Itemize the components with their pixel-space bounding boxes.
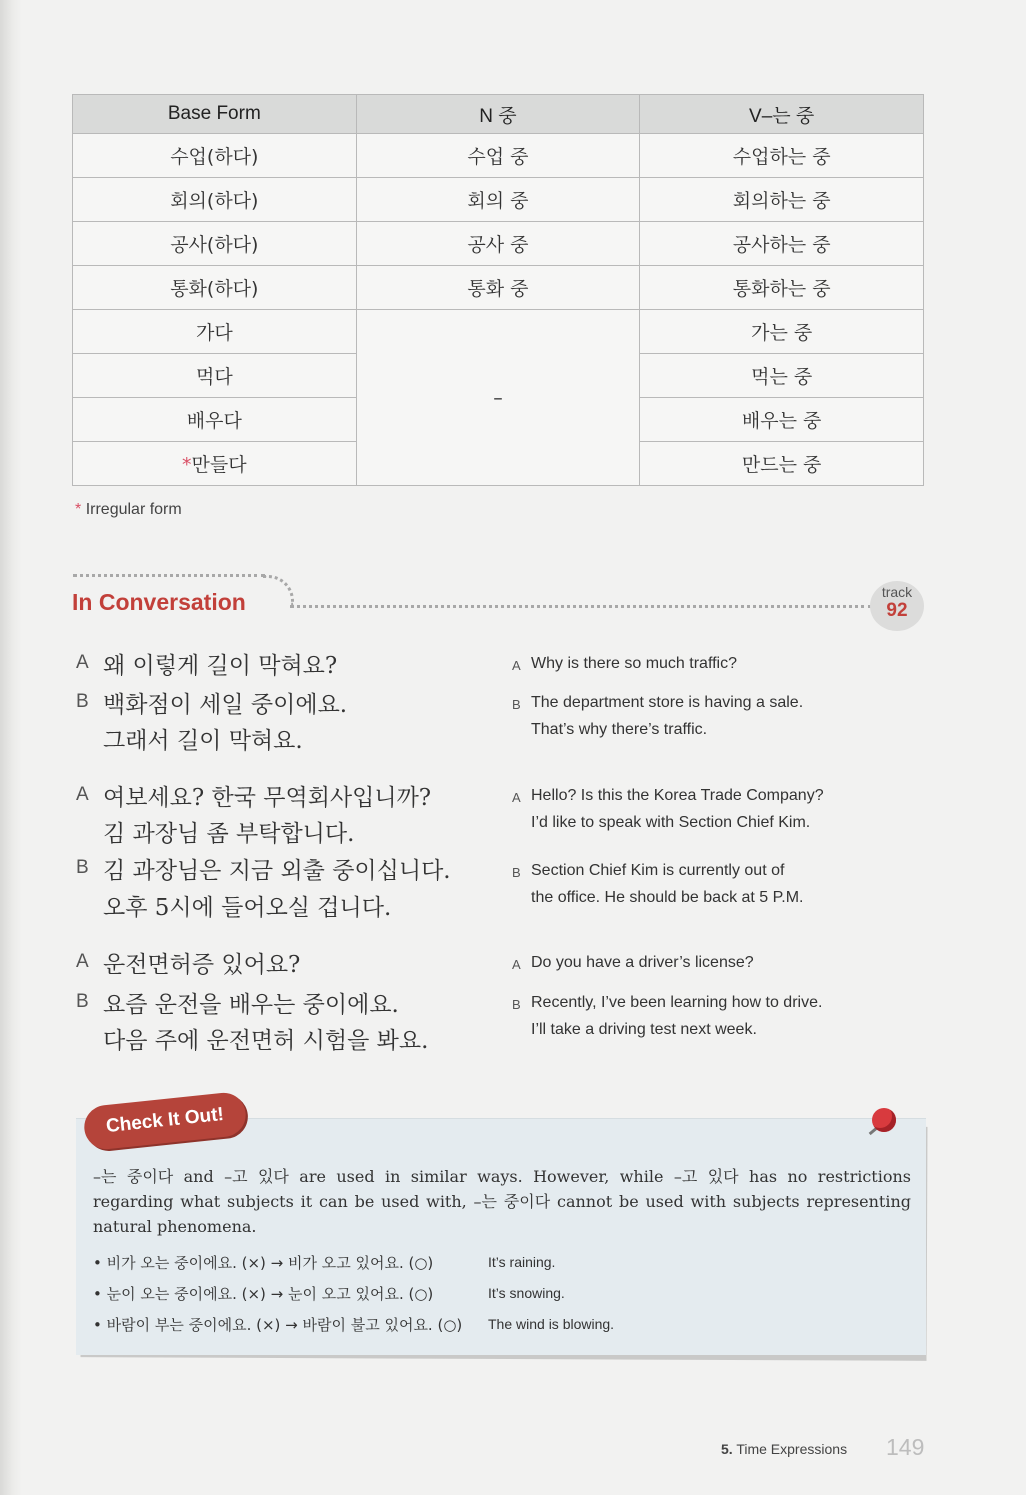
dotted-divider [290,605,872,608]
header-base-form: Base Form [73,95,357,134]
noun-form-cell: 통화 중 [356,266,640,310]
dialogue-line [512,694,932,721]
footnote-text: Irregular form [85,501,182,518]
base-form-cell: 수업(하다) [73,134,357,178]
english-line-text: I’d like to speak with Section Chief Kim. [531,814,811,831]
table-row [73,266,924,310]
dialogue-line [512,889,932,916]
dialogue-line [512,954,932,994]
english-line-text: The department store is having a sale. [531,694,804,711]
english-line-text: the office. He should be back at 5 P.M. [531,889,804,906]
dialogue-line [76,779,516,815]
dialogue-line [512,655,932,694]
english-line-text: I’ll take a driving test next week. [531,1021,757,1038]
english-line-text: Hello? Is this the Korea Trade Company? [531,787,824,804]
grammar-table [72,94,924,486]
header-verb-form: V–는 중 [640,95,924,134]
verb-form-cell: 통화하는 중 [640,266,924,310]
speaker-label: B [512,697,521,712]
example-korean: • 바람이 부는 중이에요. (×) → 바람이 불고 있어요. (○) [93,1316,463,1334]
verb-form-cell: 공사하는 중 [640,222,924,266]
dialogue-line [512,1021,932,1048]
header-noun-form: N 중 [356,95,640,134]
dialogue-line [76,946,516,986]
irregular-footnote [75,501,182,519]
korean-line-text: 왜 이렇게 길이 막혀요? [103,653,338,679]
dialogue-korean [76,946,516,1058]
speaker-label: B [76,857,89,878]
page-number: 149 [886,1434,925,1460]
dialogue-english [512,954,932,1048]
base-form-cell: 회의(하다) [73,178,357,222]
example-korean: • 비가 오는 중이에요. (×) → 비가 오고 있어요. (○) [93,1254,434,1272]
base-form-cell: 배우다 [73,398,357,442]
footer-chapter [721,1441,847,1457]
verb-form-cell: 회의하는 중 [640,178,924,222]
list-item [93,1283,923,1314]
speaker-label: A [76,951,89,972]
audio-track-badge [870,581,924,631]
korean-line-text: 백화점이 세일 중이에요. [103,692,348,718]
speaker-label: A [512,957,521,972]
korean-line-text: 오후 5시에 들어오실 겁니다. [103,895,392,921]
english-line-text: Do you have a driver’s license? [531,954,754,971]
track-label: track [881,584,913,600]
table-row [73,310,924,354]
base-form-cell: 통화(하다) [73,266,357,310]
speaker-label: A [76,784,89,805]
base-form-text: 만들다 [191,454,247,476]
dialogue-korean [76,647,516,758]
speaker-label: A [76,652,89,673]
verb-form-cell: 만드는 중 [640,442,924,486]
speaker-label: B [512,997,521,1012]
korean-line-text: 운전면허증 있어요? [103,952,301,978]
dialogue-line [512,994,932,1021]
page-spine-shadow [0,0,22,1495]
speaker-label: B [76,691,89,712]
noun-form-merged-cell: – [356,310,640,486]
dialogue-line [76,686,516,722]
korean-line-text: 요즘 운전을 배우는 중이에요. [103,992,399,1018]
example-english: It’s snowing. [488,1285,565,1301]
verb-form-cell: 배우는 중 [640,398,924,442]
korean-line-text: 그래서 길이 막혀요. [103,728,303,754]
base-form-cell [73,442,357,486]
check-it-out-description: –는 중이다 and –고 있다 are used in similar ways. However, while –고 있다 has no restrictions regarding what subjects it can be used with, –는 중이다 cannot be used with subjects representing natural phenomena. [93,1167,911,1236]
dialogue-line [512,862,932,889]
dialogue-line [76,852,516,889]
speaker-label: A [512,658,521,673]
noun-form-cell: 공사 중 [356,222,640,266]
dialogue-line [512,721,932,748]
dialogue-line [76,722,516,758]
table-row [73,178,924,222]
chapter-title: Time Expressions [736,1441,848,1457]
korean-line-text: 여보세요? 한국 무역회사입니까? [103,785,432,811]
conversation-heading: In Conversation [72,589,246,615]
base-form-cell: 가다 [73,310,357,354]
pushpin-icon [872,1108,896,1132]
english-line-text: That’s why there’s traffic. [531,721,708,738]
list-item [93,1314,923,1345]
table-row [73,222,924,266]
dialogue-line [76,889,516,926]
english-line-text: Why is there so much traffic? [531,655,737,672]
dialogue-english [512,655,932,748]
check-it-out-label: Check It Out! [82,1091,248,1152]
base-form-cell: 먹다 [73,354,357,398]
footnote-marker: * [75,501,82,518]
korean-line-text: 다음 주에 운전면허 시험을 봐요. [103,1028,429,1054]
verb-form-cell: 수업하는 중 [640,134,924,178]
korean-line-text: 김 과장님은 지금 외출 중이십니다. [103,858,451,884]
dialogue-line [76,647,516,686]
example-english: The wind is blowing. [488,1316,615,1332]
dialogue-korean [76,779,516,926]
noun-form-cell: 회의 중 [356,178,640,222]
dialogue-line [76,1022,516,1058]
table-header-row [73,95,924,134]
verb-form-cell: 먹는 중 [640,354,924,398]
speaker-label: A [512,790,521,805]
speaker-label: B [512,865,521,880]
example-list [93,1252,923,1345]
dotted-divider [73,574,265,577]
chapter-number: 5. [721,1441,733,1457]
dotted-divider-curve [263,575,294,606]
dialogue-line [512,787,932,814]
noun-form-cell: 수업 중 [356,134,640,178]
table-row [73,134,924,178]
english-line-text: Section Chief Kim is currently out of [531,862,785,879]
dialogue-line [76,986,516,1022]
verb-form-cell: 가는 중 [640,310,924,354]
dialogue-line [512,814,932,862]
track-number: 92 [886,600,908,621]
example-english: It’s raining. [488,1254,556,1270]
dialogue-english [512,787,932,916]
irregular-marker: * [182,454,192,476]
list-item [93,1252,923,1283]
korean-line-text: 김 과장님 좀 부탁합니다. [103,821,355,847]
speaker-label: B [76,991,89,1012]
dialogue-line [76,815,516,852]
example-korean: • 눈이 오는 중이에요. (×) → 눈이 오고 있어요. (○) [93,1285,434,1303]
english-line-text: Recently, I’ve been learning how to drive. [531,994,823,1011]
base-form-cell: 공사(하다) [73,222,357,266]
